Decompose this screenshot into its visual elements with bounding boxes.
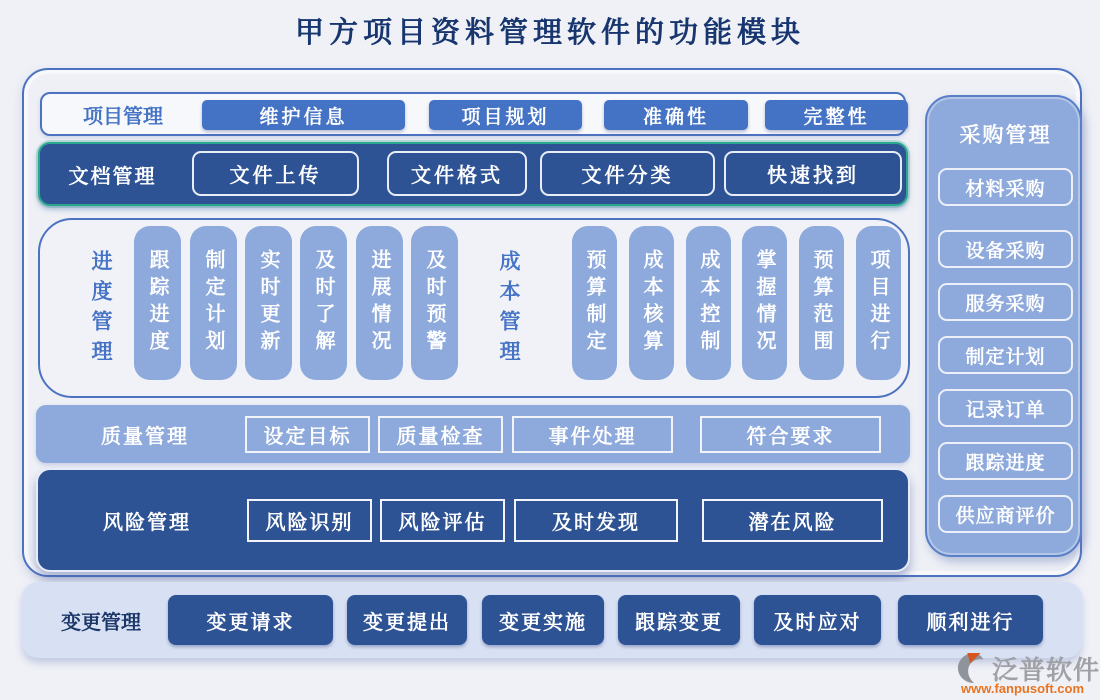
- brand-name: 泛普软件: [992, 656, 1100, 685]
- make-plan-pill[interactable]: 制定计划: [190, 226, 237, 380]
- change-proposal-button[interactable]: 变更提出: [347, 595, 467, 645]
- sidebar-item-material-procurement[interactable]: 材料采购: [938, 168, 1073, 206]
- maintain-info-button[interactable]: 维护信息: [202, 100, 405, 130]
- smooth-progress-button[interactable]: 顺利进行: [898, 595, 1043, 645]
- change-management-label: 变更管理: [61, 611, 141, 634]
- project-management-label: 项目管理: [83, 105, 163, 128]
- quick-find-button[interactable]: 快速找到: [724, 151, 902, 196]
- sidebar-item-track-progress[interactable]: 跟踪进度: [938, 442, 1073, 480]
- fanpu-logo-icon: [956, 652, 990, 684]
- early-warning-pill[interactable]: 及时预警: [411, 226, 458, 380]
- file-format-button[interactable]: 文件格式: [387, 151, 527, 196]
- completeness-button[interactable]: 完整性: [765, 100, 908, 130]
- budget-setting-pill[interactable]: 预算制定: [572, 226, 617, 380]
- timely-response-button[interactable]: 及时应对: [754, 595, 881, 645]
- progress-status-pill[interactable]: 进展情况: [356, 226, 403, 380]
- sidebar-item-make-plan[interactable]: 制定计划: [938, 336, 1073, 374]
- progress-cost-row: [38, 218, 910, 398]
- document-management-row: [38, 142, 908, 206]
- file-classification-button[interactable]: 文件分类: [540, 151, 715, 196]
- page-title: 甲方项目资料管理软件的功能模块: [294, 17, 805, 49]
- sidebar-item-service-procurement[interactable]: 服务采购: [938, 283, 1073, 321]
- set-goals-button[interactable]: 设定目标: [245, 416, 370, 453]
- risk-management-label: 风险管理: [103, 511, 191, 534]
- project-planning-button[interactable]: 项目规划: [429, 100, 582, 130]
- sidebar-item-record-orders[interactable]: 记录订单: [938, 389, 1073, 427]
- quality-management-row: [36, 405, 910, 463]
- track-changes-button[interactable]: 跟踪变更: [618, 595, 740, 645]
- file-upload-button[interactable]: 文件上传: [192, 151, 359, 196]
- quality-management-label: 质量管理: [101, 425, 189, 448]
- risk-identification-button[interactable]: 风险识别: [247, 499, 372, 542]
- risk-management-row: [36, 468, 910, 572]
- project-ongoing-pill[interactable]: 项目进行: [856, 226, 901, 380]
- potential-risk-button[interactable]: 潜在风险: [702, 499, 883, 542]
- sidebar-item-supplier-evaluation[interactable]: 供应商评价: [938, 495, 1073, 533]
- procurement-management-label: 采购管理: [959, 123, 1052, 147]
- risk-assessment-button[interactable]: 风险评估: [380, 499, 505, 542]
- brand-url[interactable]: www.fanpusoft.com: [961, 681, 1085, 696]
- cost-control-pill[interactable]: 成本控制: [686, 226, 731, 380]
- project-management-row: [40, 92, 906, 136]
- quality-check-button[interactable]: 质量检查: [378, 416, 503, 453]
- grasp-situation-pill[interactable]: 掌握情况: [742, 226, 787, 380]
- timely-understand-pill[interactable]: 及时了解: [300, 226, 347, 380]
- timely-discovery-button[interactable]: 及时发现: [514, 499, 678, 542]
- cost-accounting-pill[interactable]: 成本核算: [629, 226, 674, 380]
- change-management-row: [22, 582, 1082, 658]
- procurement-sidebar: [925, 95, 1082, 557]
- event-handling-button[interactable]: 事件处理: [512, 416, 673, 453]
- progress-management-label: 进度管理: [89, 250, 113, 370]
- accuracy-button[interactable]: 准确性: [604, 100, 748, 130]
- change-request-button[interactable]: 变更请求: [168, 595, 333, 645]
- meet-requirements-button[interactable]: 符合要求: [700, 416, 881, 453]
- budget-scope-pill[interactable]: 预算范围: [799, 226, 844, 380]
- track-progress-pill[interactable]: 跟踪进度: [134, 226, 181, 380]
- sidebar-item-equipment-procurement[interactable]: 设备采购: [938, 230, 1073, 268]
- realtime-update-pill[interactable]: 实时更新: [245, 226, 292, 380]
- document-management-label: 文档管理: [68, 165, 157, 188]
- cost-management-label: 成本管理: [497, 250, 521, 370]
- change-implementation-button[interactable]: 变更实施: [482, 595, 604, 645]
